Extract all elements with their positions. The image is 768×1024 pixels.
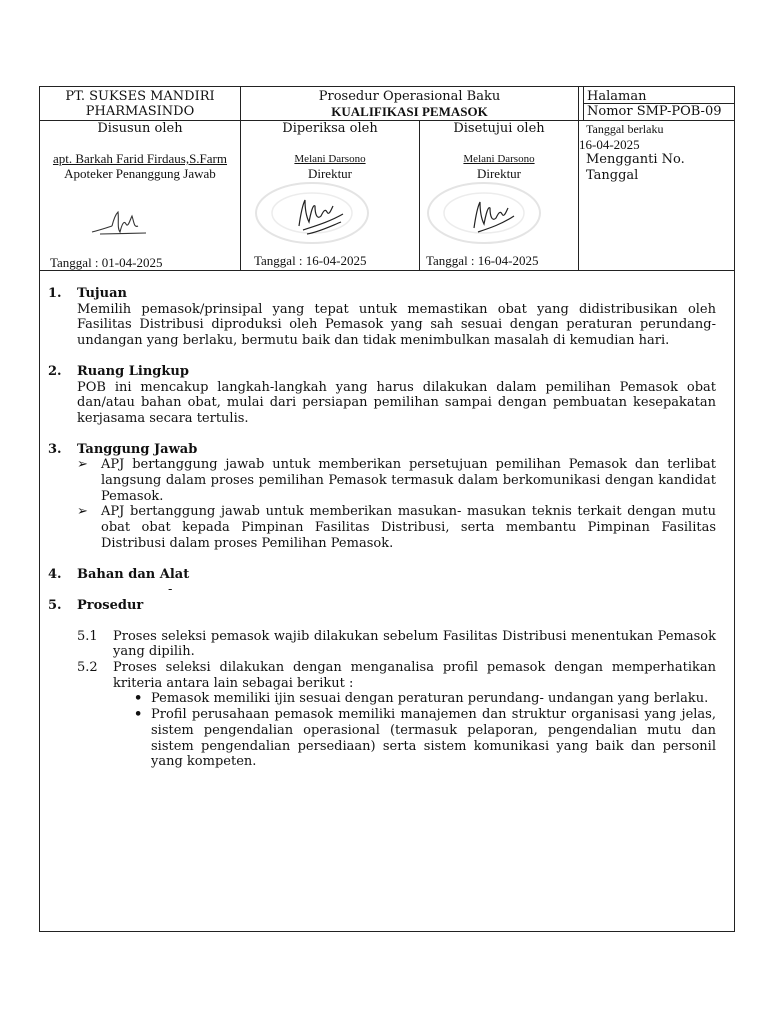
signature-icon <box>90 206 150 240</box>
checked-by-name: Melani Darsono <box>294 153 366 165</box>
section-text: Memilih pemasok/prinsipal yang tepat untuk memastikan obat yang didistribusikan oleh Fasilitas Distribusi diproduksi oleh Pemasok yang sah sesuai dengan peraturan perundang-undangan yang berlaku, bermutu baik dan tidak menimbulkan masalah di kemudian hari. <box>77 301 716 349</box>
page-label: Halaman <box>587 89 647 104</box>
section-title: Prosedur <box>77 597 144 613</box>
document-heading: Prosedur Operasional Baku KUALIFIKASI PEMASOK <box>241 89 578 119</box>
list-item: ➢ APJ bertanggung jawab untuk memberikan persetujuan pemilihan Pemasok dan terlibat langsung dalam proses pemilihan Pemasok termasuk dalam berkomunikasi dengan kandidat Pemasok. <box>77 457 716 504</box>
replaces-date-label: Tanggal <box>586 168 639 183</box>
checked-by-role: Direktur <box>307 166 353 181</box>
prepared-by-label: Disusun oleh <box>97 121 183 136</box>
list-item: • Profil perusahaan pemasok memiliki manajemen dan struktur organisasi yang jelas, sistem pengendalian operasional (termasuk pelaporan, pengendalian mutu dan sistem pengendalian persediaan) serta sistem komunikasi yang baik dan personil yang kompeten. <box>134 707 716 770</box>
bullet-dot-icon: • <box>134 691 143 707</box>
section-title: Ruang Lingkup <box>77 363 189 379</box>
section-procedure: 5. Prosedur 5.1 Proses seleksi pemasok wajib dilakukan sebelum Fasilitas Distribusi menentukan Pemasok yang dipilih. 5.2 Proses seleksi dilakukan dengan menganalisa profil pemasok dengan memperhatikan kriteria antara lain sebagai berikut : • Pemasok memiliki ijin sesuai dengan peraturan perundang- undangan yang berlaku. • Profil perusahaan pemasok memiliki manajemen dan struktur organisasi yang jelas, sistem pengendalian operasional (termasuk pelaporan, pengendalian mutu dan sistem pengendalian persediaan) serta sistem komunikasi yang baik dan personil yang kompeten. <box>48 597 716 770</box>
procedure-step: 5.1 Proses seleksi pemasok wajib dilakukan sebelum Fasilitas Distribusi menentukan Pemasok yang dipilih. <box>77 628 716 660</box>
prepared-by-role: Apoteker Penanggung Jawab <box>64 166 216 181</box>
arrow-bullet-icon: ➢ <box>77 504 88 520</box>
section-objective: 1. Tujuan Memilih pemasok/prinsipal yang tepat untuk memastikan obat yang didistribusikan oleh Fasilitas Distribusi diproduksi oleh Pemasok yang sah sesuai dengan peraturan perundang-undangan yang berlaku, bermutu baik dan tidak menimbulkan masalah di kemudian hari. <box>48 286 716 349</box>
checked-by-label: Diperiksa oleh <box>282 121 378 136</box>
prepared-by-name: apt. Barkah Farid Firdaus,S.Farm <box>52 151 228 166</box>
approval-divider <box>39 270 735 271</box>
bullet-dot-icon: • <box>134 707 143 723</box>
section-materials: 4. Bahan dan Alat - <box>48 567 716 598</box>
section-title: Bahan dan Alat <box>77 566 190 582</box>
list-item: ➢ APJ bertanggung jawab untuk memberikan masukan- masukan teknis terkait dengan mutu obat obat kepada Pimpinan Fasilitas Distribusi, serta membantu Pimpinan Fasilitas Distribusi dalam proses Pemilihan Pemasok. <box>77 504 716 551</box>
effective-date-label: Tanggal berlaku <box>586 122 664 136</box>
checked-date: Tanggal : 16-04-2025 <box>254 253 367 268</box>
section-scope: 2. Ruang Lingkup POB ini mencakup langkah-langkah yang harus dilakukan dalam pemilihan Pemasok obat dan/atau bahan obat, mulai dari persiapan pemilihan sampai dengan pembuatan kesepakatan kerjasama secara tertulis. <box>48 363 716 426</box>
signature-icon <box>468 196 518 238</box>
approved-by-name: Melani Darsono <box>463 153 535 165</box>
arrow-bullet-icon: ➢ <box>77 457 88 473</box>
section-responsibility: 3. Tanggung Jawab ➢ APJ bertanggung jawab untuk memberikan persetujuan pemilihan Pemasok dan terlibat langsung dalam proses pemilihan Pemasok termasuk dalam berkomunikasi dengan kandidat Pemasok. ➢ APJ bertanggung jawab untuk memberikan masukan- masukan teknis terkait dengan mutu obat obat kepada Pimpinan Fasilitas Distribusi, serta membantu Pimpinan Fasilitas Distribusi dalam proses Pemilihan Pemasok. <box>48 441 716 551</box>
replaces-label: Mengganti No. <box>586 152 685 167</box>
document-title: KUALIFIKASI PEMASOK <box>331 104 488 119</box>
company-name: PT. SUKSES MANDIRI PHARMASINDO <box>65 89 215 119</box>
section-title: Tanggung Jawab <box>77 441 198 457</box>
approved-by-label: Disetujui oleh <box>453 121 545 136</box>
document-body <box>48 286 716 770</box>
procedure-step: 5.2 Proses seleksi dilakukan dengan menganalisa profil pemasok dengan memperhatikan kriteria antara lain sebagai berikut : <box>77 660 716 691</box>
prepared-date: Tanggal : 01-04-2025 <box>50 255 163 270</box>
approved-by-role: Direktur <box>476 166 522 181</box>
document-number: Nomor SMP-POB-09 <box>587 104 722 119</box>
column-divider-3 <box>578 86 579 270</box>
section-text: POB ini mencakup langkah-langkah yang harus dilakukan dalam pemilihan Pemasok obat dan/atau bahan obat, mulai dari persiapan pemilihan sampai dengan pembuatan kesepakatan kerjasama secara tertulis. <box>77 379 716 426</box>
section-text: - <box>168 582 173 598</box>
approved-date: Tanggal : 16-04-2025 <box>426 253 539 268</box>
list-item: • Pemasok memiliki ijin sesuai dengan peraturan perundang- undangan yang berlaku. <box>134 691 709 707</box>
effective-date: 16-04-2025 <box>579 137 640 152</box>
section-title: Tujuan <box>77 286 127 301</box>
signature-icon <box>293 192 349 238</box>
column-divider-2 <box>419 120 420 270</box>
